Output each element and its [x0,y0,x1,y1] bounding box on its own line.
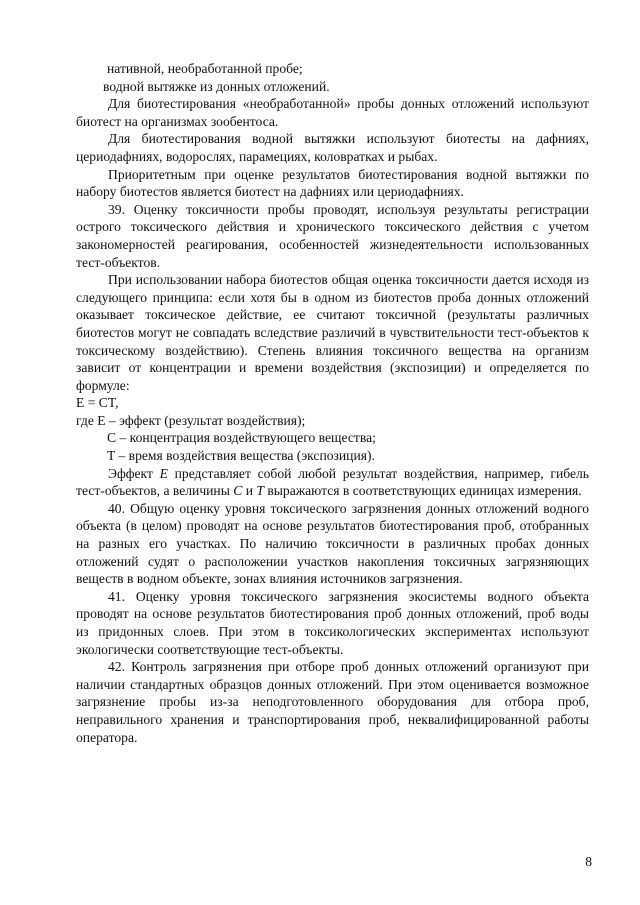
paragraph: водной вытяжке из донных отложений. [103,78,330,94]
paragraph-40: 40. Общую оценку уровня токсического загрязнения донных отложений водного объекта (в целом) проводят на основе результатов биотестирования проб, отобранных на разных его участках. По наличию токсичности в различных пробах донных отложений судят о расположении участков накопления токсичных загрязняющих веществ в водном объекте, зонах влияния источников загрязнения. [76,500,589,587]
paragraph-42: 42. Контроль загрязнения при отборе проб донных отложений организуют при наличии стандартных образцов донных отложений. При этом оценивается возможное загрязнение пробы из-за неподготовленного оборудования для отбора проб, неправильного хранения и транспортирования проб, неквалифицированной работы оператора. [76,659,589,745]
paragraph: Для биотестирования «необработанной» пробы донных отложений используют биотест на организмах зообентоса. [76,96,589,129]
paragraph [76,465,589,500]
text-run: представляет собой любой результат воздействия, например, гибель тест-объектов, а величины [76,465,589,499]
paragraph-41: 41. Оценку уровня токсического загрязнения экосистемы водного объекта проводят на основе результатов биотестирования проб донных отложений, проб воды из придонных слоев. При этом в токсикологических экспериментах используют экологически соответствующие тест-объекты. [76,588,589,657]
formula-legend-t: T – время воздействия вещества (экспозиция). [107,448,375,464]
formula-legend-e: где E – эффект (результат воздействия); [76,412,306,428]
paragraph-39: 39. Оценку токсичности пробы проводят, используя результаты регистрации острого токсического действия и хронического токсического действия с учетом закономерностей реагирования, особенностей жизнедеятельности использованных тест-объектов. [76,201,589,270]
page-number: 8 [585,854,592,869]
body-text [76,60,589,746]
paragraph: При использовании набора биотестов общая оценка токсичности дается исходя из следующего принципа: если хотя бы в одном из биотестов проба донных отложений оказывает токсическое действие, ее считают токсичной (результаты различных биотестов могут не совпадать вследствие различий в чувствительности тест-объектов к токсическому воздействию). Степень влияния токсичного вещества на организм зависит от концентрации и времени воздействия (экспозиции) и определяется по формуле: [76,272,589,393]
text-run: и [242,483,257,499]
paragraph: нативной, необработанной пробе; [107,61,303,76]
symbol-t: T [256,483,264,499]
symbol-c: C [233,483,243,499]
paragraph: Для биотестирования водной вытяжки используют биотесты на дафниях, цериодафниях, водорослях, парамециях, коловратках и рыбах. [76,131,589,164]
symbol-e: E [159,465,168,481]
formula-legend-c: C – концентрация воздействующего вещества; [107,430,376,446]
paragraph: Приоритетным при оценке результатов биотестирования водной вытяжки по набору биотестов является биотест на дафниях или цериодафниях. [76,166,589,200]
text-run: Эффект [108,465,160,481]
text-run: выражаются в соответствующих единицах измерения. [263,483,582,499]
formula: E = CT, [76,395,119,411]
